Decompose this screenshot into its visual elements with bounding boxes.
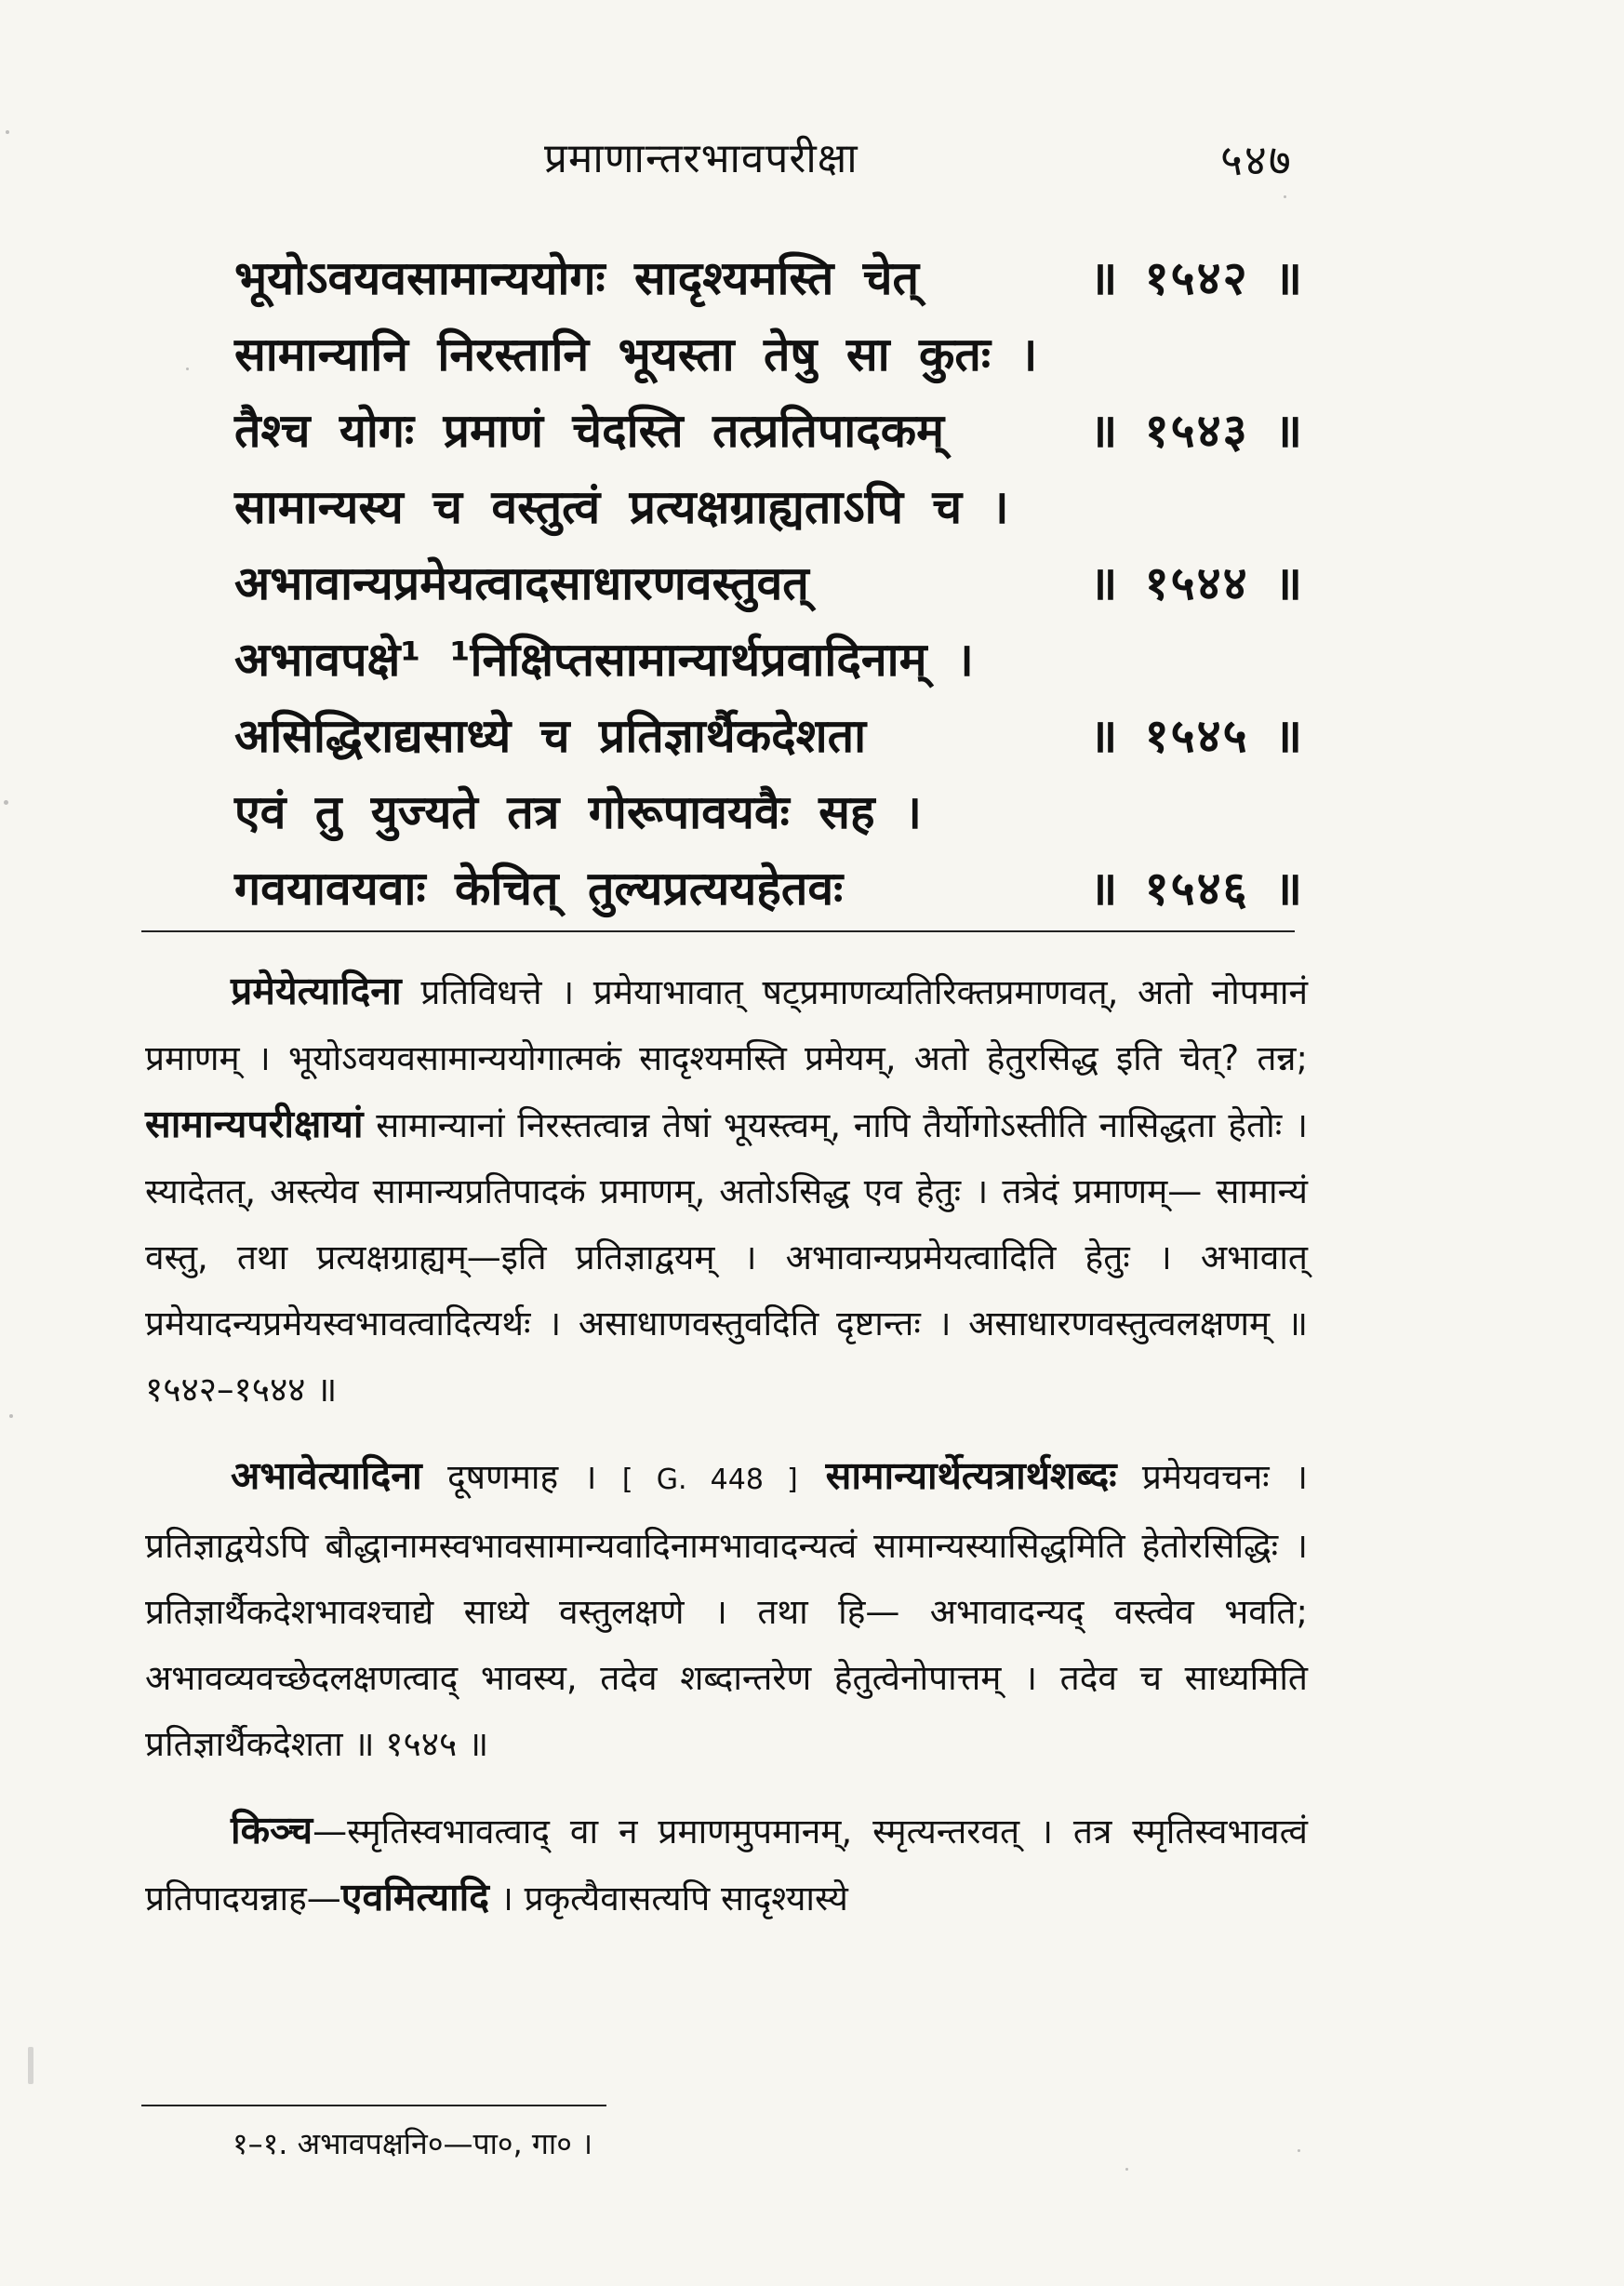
- commentary-paragraph: [145, 958, 1308, 1423]
- verse-line: [234, 774, 1304, 850]
- commentary-emphasis: एवमित्यादि: [340, 1875, 490, 1919]
- verse-text: गवयावयवाः केचित् तुल्यप्रत्ययहेतवः: [234, 862, 844, 916]
- scan-speck: [1125, 2168, 1128, 2171]
- scan-speck: [6, 130, 9, 134]
- page-reference: [ G. 448 ]: [621, 1464, 798, 1496]
- footnote: १–१. अभावपक्षनि०—पा०, गा० ।: [233, 2126, 593, 2161]
- verse-line: [234, 469, 1304, 545]
- verse-line: [234, 316, 1304, 393]
- commentary-emphasis: सामान्यार्थेत्यत्रार्थशब्दः: [797, 1453, 1117, 1498]
- verse-text: सामान्यानि निरस्तानि भूयस्ता तेषु सा कुतः ।: [234, 328, 1038, 381]
- scan-speck: [9, 1414, 13, 1418]
- verse-number: ॥ १५४२ ॥: [1089, 251, 1304, 305]
- verse-text: भूयोऽवयवसामान्ययोगः सादृश्यमस्ति चेत्: [234, 251, 920, 305]
- verse-number: ॥ १५४४ ॥: [1089, 556, 1304, 610]
- scan-speck: [28, 2047, 33, 2084]
- verse-block: [234, 240, 1304, 927]
- commentary-text: प्रतिविधत्ते । प्रमेयाभावात् षट्प्रमाणव्यतिरिक्तप्रमाणवत्, अतो नोपमानं प्रमाणम् । भूयोऽवयवसामान्ययोगात्मकं सादृश्यमस्ति प्रमेयम्, अतो हेतुरसिद्ध इति चेत्? तन्न;: [145, 972, 1308, 1078]
- verse-number: ॥ १५४६ ॥: [1089, 862, 1304, 916]
- scan-speck: [1298, 2149, 1300, 2152]
- commentary-emphasis: सामान्यपरीक्षायां: [145, 1102, 364, 1146]
- verse-text: असिद्धिराद्यसाध्ये च प्रतिज्ञार्थैकदेशता: [234, 709, 867, 763]
- commentary-lead-word: अभावेत्यादिना: [231, 1453, 422, 1498]
- commentary-text: —स्मृतिस्वभावत्वाद् वा न प्रमाणमुपमानम्, स्मृत्यन्तरवत् । तत्र स्मृतिस्वभावत्वं प्रतिपादयन्नाह—: [145, 1811, 1308, 1918]
- scan-speck: [1284, 195, 1286, 198]
- verse-text: तैश्च योगः प्रमाणं चेदस्ति तत्प्रतिपादकम्: [234, 404, 945, 458]
- verse-line: [234, 850, 1304, 927]
- verse-line: [234, 698, 1304, 774]
- verse-text: अभावान्यप्रमेयत्वादसाधारणवस्तुवत्: [234, 556, 809, 610]
- commentary-paragraph: [145, 1798, 1308, 1932]
- commentary-text: प्रमेयवचनः । प्रतिज्ञाद्वयेऽपि बौद्धानामस्वभावसामान्यवादिनामभावादन्यत्वं सामान्यस्यासिद्धमिति हेतोरसिद्धिः । प्रतिज्ञार्थैकदेशभावश्चाद्ये साध्ये वस्तुलक्षणे । तथा हि— अभावादन्यद् वस्त्वेव भवति; अभावव्यवच्छेदलक्षणत्वाद् भावस्य, तदेव शब्दान्तरेण हेतुत्वेनोपात्तम् । तदेव च साध्यमिति प्रतिज्ञार्थैकदेशता ॥ १५४५ ॥: [145, 1457, 1308, 1764]
- verse-line: [234, 545, 1304, 622]
- commentary-text: सामान्यानां निरस्तत्वान्न तेषां भूयस्त्वम्, नापि तैर्योगोऽस्तीति नासिद्धता हेतोः । स्यादेतत्, अस्त्येव सामान्यप्रतिपादकं प्रमाणम्, अतोऽसिद्ध एव हेतुः । तत्रेदं प्रमाणम्— सामान्यं वस्तु, तथा प्रत्यक्षग्राह्यम्—इति प्रतिज्ञाद्वयम् । अभावान्यप्रमेयत्वादिति हेतुः । अभावात् प्रमेयादन्यप्रमेयस्वभावत्वादित्यर्थः । असाधाणवस्तुवदिति दृष्टान्तः । असाधारणवस्तुत्वलक्षणम् ॥ १५४२–१५४४ ॥: [145, 1105, 1308, 1410]
- verse-line: [234, 622, 1304, 698]
- verse-line: [234, 393, 1304, 469]
- footnote-divider: [141, 2105, 606, 2106]
- verse-number: ॥ १५४५ ॥: [1089, 709, 1304, 763]
- commentary-lead-word: किञ्च: [231, 1808, 313, 1852]
- commentary-text: दूषणमाह ।: [421, 1457, 622, 1497]
- page-number: ५४७: [1220, 135, 1293, 185]
- scan-speck: [4, 800, 8, 805]
- verse-number: ॥ १५४३ ॥: [1089, 404, 1304, 458]
- page-header-title: प्रमाणान्तरभावपरीक्षा: [544, 135, 859, 182]
- commentary-text: । प्रकृत्यैवासत्यपि सादृश्यास्ये: [489, 1878, 848, 1918]
- verse-commentary-divider: [141, 930, 1295, 932]
- verse-text: सामान्यस्य च वस्तुत्वं प्रत्यक्षग्राह्यताऽपि च ।: [234, 480, 1009, 534]
- commentary-paragraph: [145, 1443, 1308, 1777]
- commentary-lead-word: प्रमेयेत्यादिना: [231, 969, 402, 1013]
- verse-line: [234, 240, 1304, 316]
- commentary: [145, 958, 1308, 1952]
- scan-speck: [186, 368, 189, 370]
- verse-text: अभावपक्षे¹ ¹निक्षिप्तसामान्यार्थप्रवादिनाम् ।: [234, 633, 974, 687]
- verse-text: एवं तु युज्यते तत्र गोरूपावयवैः सह ।: [234, 785, 922, 839]
